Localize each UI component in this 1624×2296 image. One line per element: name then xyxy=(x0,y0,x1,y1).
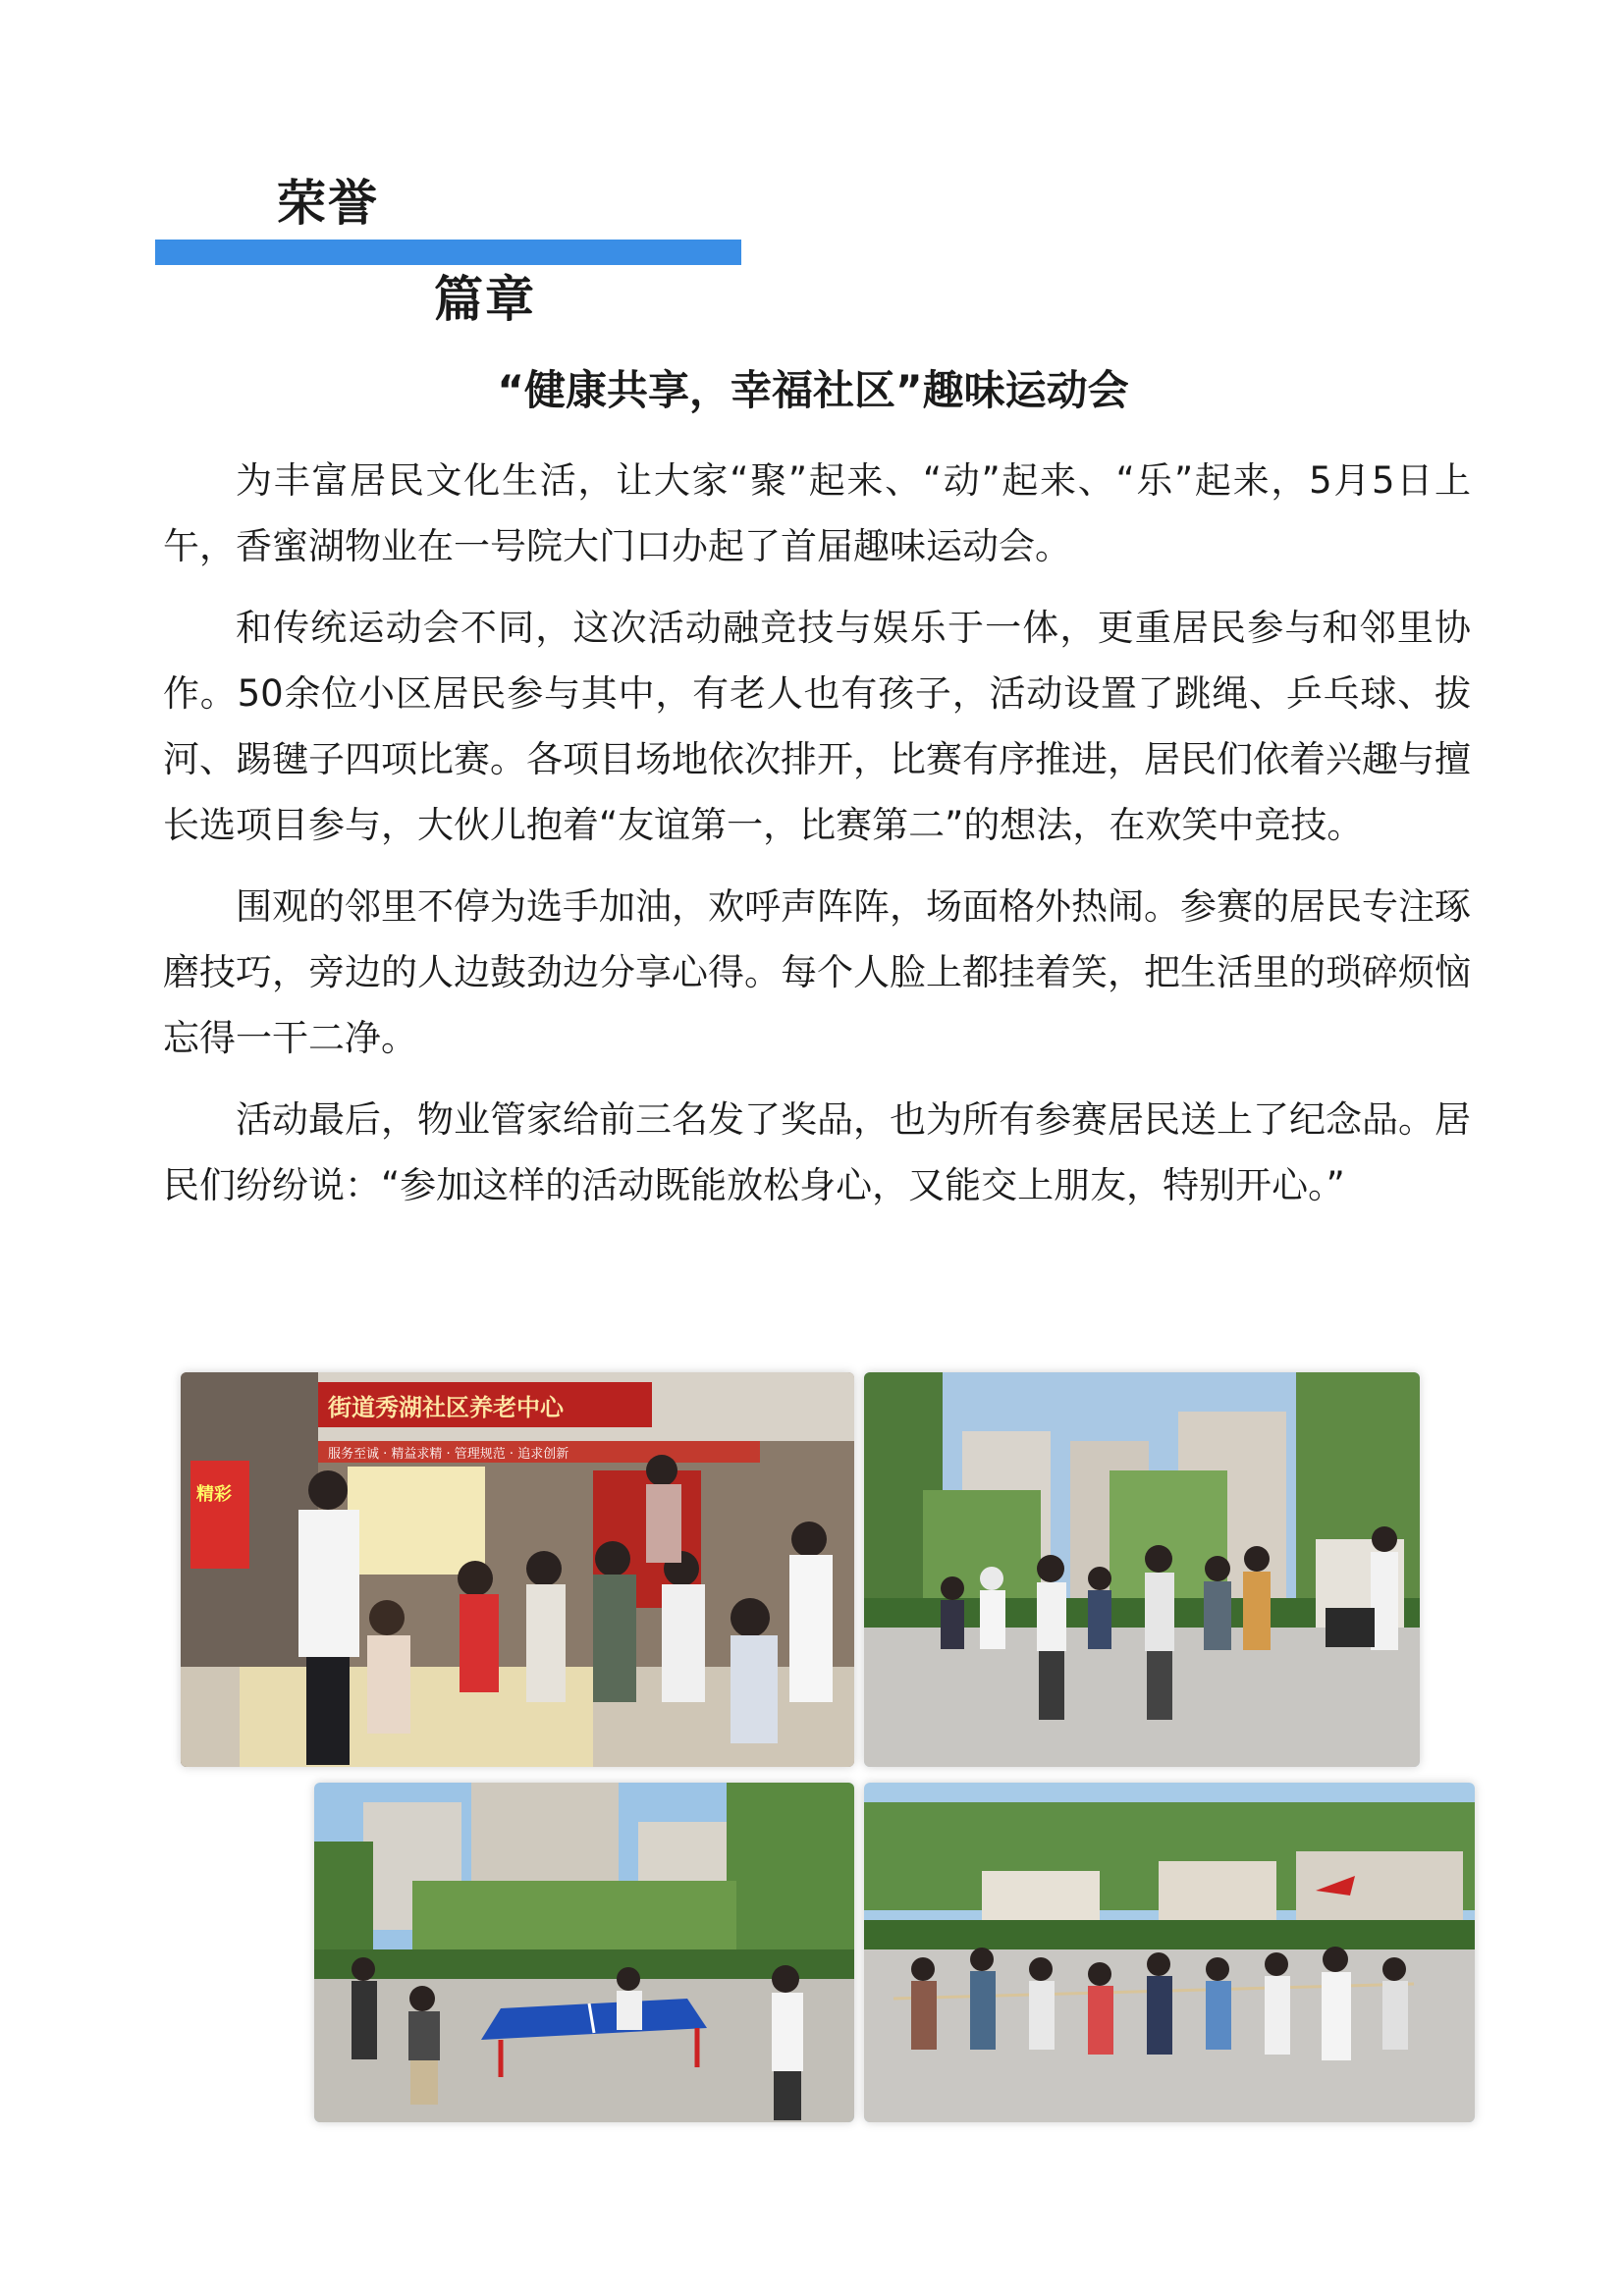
article-title: “健康共享，幸福社区”趣味运动会 xyxy=(497,366,1129,414)
photo-community-center xyxy=(181,1372,854,1767)
paragraph-3: 围观的邻里不停为选手加油，欢呼声阵阵，场面格外热闹。参赛的居民专注琢磨技巧，旁边的人边鼓劲边分享心得。每个人脸上都挂着笑，把生活里的琐碎烦恼忘得一干二净。 xyxy=(163,885,1471,1059)
photo1-side-sign: 精彩 xyxy=(196,1484,232,1505)
section-title-line2: 篇章 xyxy=(434,271,536,328)
article-body xyxy=(163,448,1471,1234)
photo1-sub-text: 服务至诚 · 精益求精 · 管理规范 · 追求创新 xyxy=(328,1447,569,1462)
paragraph-2: 和传统运动会不同，这次活动融竞技与娱乐于一体，更重居民参与和邻里协作。50余位小区居民参与其中，有老人也有孩子，活动设置了跳绳、乒乓球、拔河、踢毽子四项比赛。各项目场地依次排开，比赛有序推进，居民们依着兴趣与擅长选项目参与，大伙儿抱着“友谊第一，比赛第二”的想法，在欢笑中竞技。 xyxy=(163,607,1471,846)
section-title-line1: 荣誉 xyxy=(277,175,379,232)
photo1-banner-text: 街道秀湖社区养老中心 xyxy=(328,1394,564,1421)
paragraph-4: 活动最后，物业管家给前三名发了奖品，也为所有参赛居民送上了纪念品。居民们纷纷说：“参加这样的活动既能放松身心，又能交上朋友，特别开心。” xyxy=(163,1098,1471,1206)
paragraph-1: 为丰富居民文化生活，让大家“聚”起来、“动”起来、“乐”起来，5月5日上午，香蜜湖物业在一号院大门口办起了首届趣味运动会。 xyxy=(163,459,1471,567)
section-title-bar xyxy=(155,240,741,265)
photo-table-tennis xyxy=(314,1783,854,2122)
photo-courtyard-gathering xyxy=(864,1372,1420,1767)
photo-tug-of-war xyxy=(864,1783,1475,2122)
